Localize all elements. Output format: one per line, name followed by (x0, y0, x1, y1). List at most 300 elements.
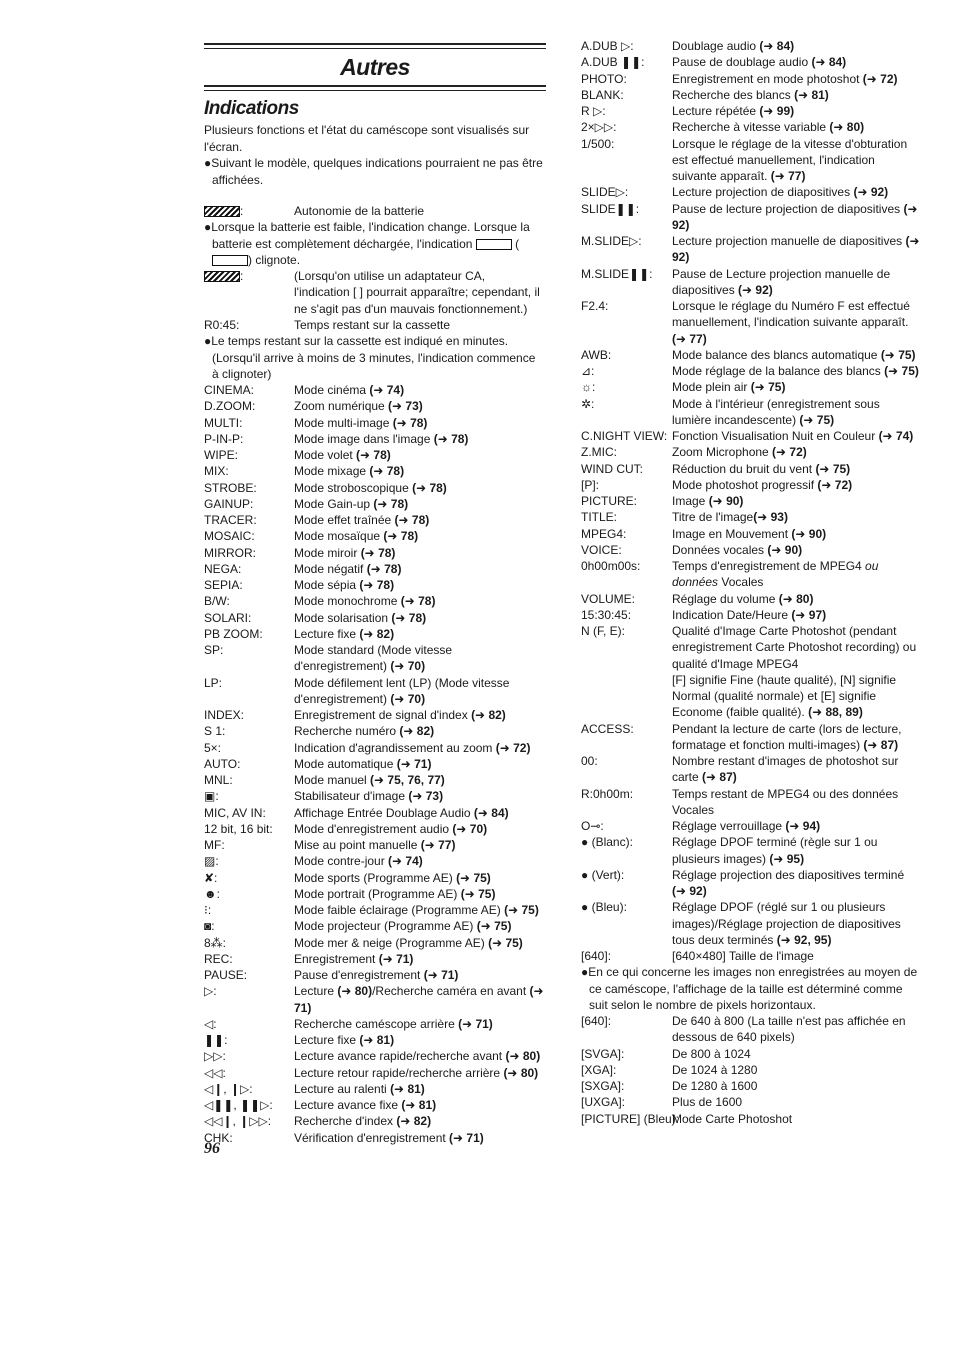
indication-text: Lorsque le réglage de la vitesse d'obturation est effectué manuellement, l'indication suivante apparaît. (672, 136, 908, 183)
indication-row (204, 463, 544, 479)
indication-key: 8⁂: (204, 935, 227, 950)
indication-text: Lecture retour rapide/recherche arrière (294, 1065, 504, 1080)
indication-desc (672, 493, 921, 509)
indication-key: 0h00m00s: (581, 559, 641, 573)
indication-key: ⁝: (204, 903, 212, 917)
indication-row (204, 512, 544, 528)
indication-desc (294, 431, 544, 447)
indication-row (204, 756, 544, 772)
indication-key: [XGA]: (581, 1062, 617, 1077)
page-reference: (➜ 78) (391, 610, 427, 625)
indication-text: Données vocales (672, 542, 768, 557)
indication-key: A.DUB ❚❚: (581, 55, 645, 70)
indication-key: SP: (204, 643, 224, 657)
indication-row (204, 772, 544, 788)
indication-key: S 1: (204, 724, 226, 739)
indication-key: ☼: (581, 380, 596, 395)
page-reference: (➜ 77) (672, 331, 707, 346)
indication-key: ◙: (204, 919, 215, 934)
ac-adapter-note: (Lorsqu'on utilise un adaptateur CA, l'indication [ ] pourrait apparaître; cependant, il ne s'agit pas d'un mauvais fonctionnement.) (294, 269, 540, 316)
indication-desc (672, 721, 921, 754)
indication-desc (294, 951, 544, 967)
indication-row (581, 347, 921, 363)
list-note: ●En ce qui concerne les images non enregistrées au moyen de ce caméscope, l'affichage de la taille est déterminé comme suit selon le nombre de pixels horizontaux. (581, 965, 918, 1012)
indication-row (204, 317, 544, 333)
indication-key: ◁◁: (204, 1065, 226, 1080)
indication-desc (672, 347, 921, 363)
indication-row (581, 1094, 921, 1110)
indication-text: Enregistrement de signal d'index (294, 708, 472, 722)
page-reference: (➜ 70) (390, 659, 426, 674)
indication-row (581, 1013, 921, 1046)
indication-desc (672, 119, 921, 135)
indication-row (581, 444, 921, 460)
indication-desc (294, 967, 544, 983)
indication-row (581, 1062, 921, 1078)
page-reference: (➜ 81) (401, 1098, 437, 1112)
indication-key: R ▷: (581, 104, 606, 118)
indication-text: Mode à l'intérieur (enregistrement sous lumière incandescente) (672, 396, 880, 427)
indication-text: Mode volet (294, 448, 357, 462)
indication-key: MNL: (204, 773, 233, 787)
indication-row (581, 899, 921, 948)
page-reference: (➜ 92) (738, 282, 773, 297)
indication-text: Réglage verrouillage (672, 819, 786, 833)
intro-note: ●Suivant le modèle, quelques indications pourraient ne pas être affichées. (204, 156, 543, 187)
indication-desc (294, 577, 544, 593)
indication-desc (294, 1032, 544, 1048)
indication-row (204, 740, 544, 756)
indication-text: Lecture au ralenti (294, 1081, 391, 1096)
indication-desc (672, 1062, 921, 1078)
indication-desc (672, 38, 921, 54)
indication-text: Recherche à vitesse variable (672, 120, 830, 135)
indication-text: Image (672, 494, 709, 508)
indication-key: MOSAIC: (204, 529, 255, 544)
indication-desc (294, 772, 544, 788)
indication-desc (672, 184, 921, 200)
indication-row (581, 542, 921, 558)
page-reference: (➜ 75) (456, 870, 491, 885)
indication-desc (672, 542, 921, 558)
indication-desc (672, 558, 921, 591)
page-reference: (➜ 82) (359, 626, 395, 641)
indication-key: AWB: (581, 347, 612, 362)
page-reference: (➜ 82) (396, 1114, 432, 1129)
indication-key: Z.MIC: (581, 445, 617, 460)
page-reference: (➜ 90) (767, 542, 803, 557)
battery-ac-icon: : (204, 268, 294, 317)
indication-text: Mode mosaïque (294, 529, 384, 544)
indication-key: WIPE: (204, 448, 239, 462)
indication-key: [PICTURE] (Bleu): (581, 1111, 680, 1126)
indication-key: REC: (204, 951, 233, 966)
indication-row (204, 642, 544, 675)
indication-key: 5×: (204, 740, 222, 755)
indication-row (581, 753, 921, 786)
indication-key: ✘: (204, 870, 218, 885)
indication-desc (672, 818, 921, 834)
indication-row (204, 1032, 544, 1048)
page-reference: (➜ 73) (408, 789, 444, 804)
page-reference: (➜ 75) (750, 380, 786, 395)
indication-text: Réglage projection des diapositives terminé (672, 867, 905, 882)
indication-row (204, 431, 544, 447)
indication-text: Mode balance des blancs automatique (672, 347, 881, 362)
page-reference: (➜ 73) (388, 399, 423, 414)
indication-row (581, 379, 921, 395)
indication-row (204, 415, 544, 431)
indication-text: Mode réglage de la balance des blancs (672, 364, 885, 378)
indication-text: Mode projecteur (Programme AE) (294, 919, 477, 934)
indication-desc (672, 948, 921, 964)
page-reference: (➜ 77) (420, 838, 456, 852)
indication-row (581, 201, 921, 234)
indication-key: 1/500: (581, 136, 615, 151)
indication-text: Mode stroboscopique (294, 480, 413, 495)
indication-text: Mode défilement lent (LP) (Mode vitesse d'enregistrement) (294, 675, 510, 706)
indication-key: AUTO: (204, 756, 241, 771)
indication-key: CINEMA: (204, 383, 255, 397)
page-reference: (➜ 75) (799, 412, 835, 427)
page-reference: (➜ 90) (791, 526, 827, 541)
indication-desc (672, 672, 921, 721)
indication-row (204, 545, 544, 561)
indication-key: PICTURE: (581, 494, 638, 508)
indication-key: F2.4: (581, 299, 609, 313)
indication-desc (672, 428, 921, 444)
page-title: Autres (340, 54, 410, 80)
indication-desc (672, 477, 921, 493)
indication-key: [P]: (581, 477, 600, 492)
indication-text: Mode effet traînée (294, 513, 395, 527)
page-number: 96 (204, 1140, 220, 1157)
indication-desc (294, 480, 544, 496)
indication-desc (672, 444, 921, 460)
indication-desc (294, 398, 544, 414)
indication-text: Lecture projection de diapositives (672, 185, 854, 200)
indication-text: [F] signifie Fine (haute qualité), [N] signifie Normal (qualité normale) et [E] signifie Econome (faible qualité). (672, 672, 897, 720)
indication-desc (672, 1013, 921, 1046)
page-reference: (➜ 78) (412, 480, 447, 495)
indication-desc (294, 935, 544, 951)
indication-key: VOLUME: (581, 591, 636, 606)
indication-text: Fonction Visualisation Nuit en Couleur (672, 429, 879, 443)
indication-desc (294, 1016, 544, 1032)
page-reference: (➜ 80) (778, 591, 814, 606)
indication-desc (294, 496, 544, 512)
indication-key: WIND CUT: (581, 461, 643, 476)
indication-desc (672, 233, 921, 266)
indication-text: Réduction du bruit du vent (672, 461, 816, 476)
indication-text: Recherche numéro (294, 724, 400, 739)
indication-key: INDEX: (204, 708, 245, 722)
indication-key: MIRROR: (204, 545, 256, 560)
indication-text: Mode automatique (294, 756, 397, 771)
page-reference: (➜ 78) (400, 594, 436, 609)
indication-desc (294, 837, 544, 853)
indication-text: Image en Mouvement (672, 526, 792, 541)
page-reference: (➜ 99) (759, 104, 795, 118)
section-title: Indications (204, 98, 299, 119)
indication-row (204, 1097, 544, 1113)
indication-key: [640]: (581, 1014, 612, 1028)
page-reference: (➜ 75) (504, 903, 539, 917)
indication-desc (672, 201, 921, 234)
indication-desc (294, 382, 544, 398)
indication-row (581, 119, 921, 135)
indication-row (581, 591, 921, 607)
indication-desc (294, 1113, 544, 1129)
indication-row (204, 707, 544, 723)
indication-desc (672, 1046, 921, 1062)
page-reference: (➜ 78) (360, 545, 396, 560)
indication-text: Mode image dans l'image (294, 431, 434, 446)
indication-desc (294, 1065, 544, 1081)
indication-desc (294, 821, 544, 837)
page-reference: (➜ 82) (399, 724, 435, 739)
page-reference: (➜ 72) (817, 477, 853, 492)
indication-key: SEPIA: (204, 578, 243, 592)
list-note: ●Le temps restant sur la cassette est indiqué en minutes. (Lorsqu'il arrive à moins de 3 minutes, l'indication commence à clignoter) (204, 334, 536, 381)
indication-key: VOICE: (581, 542, 622, 557)
indication-key: ◁❚❚, ❚❚▷: (204, 1098, 273, 1112)
indication-text: Enregistrement en mode photoshot (672, 71, 863, 86)
indication-row (204, 886, 544, 902)
page-reference: (➜ 75) (476, 919, 512, 934)
indication-key: PB ZOOM: (204, 626, 263, 641)
indication-key: SOLARI: (204, 610, 252, 625)
indication-key: R0:45: (204, 318, 240, 332)
page-reference: (➜ 81) (794, 87, 829, 102)
indication-desc (294, 707, 544, 723)
page-reference: (➜ 88, 89) (808, 705, 863, 720)
page-reference: (➜ 92) (672, 884, 707, 898)
page-reference: (➜ 72) (772, 445, 807, 460)
indication-text: Réglage DPOF terminé (règle sur 1 ou plusieurs images) (672, 835, 878, 866)
battery-row (204, 203, 544, 219)
indication-key: MPEG4: (581, 526, 627, 541)
indication-text: Temps d'enregistrement de MPEG4 (672, 559, 866, 573)
indication-text: De 1024 à 1280 (672, 1062, 758, 1077)
page-reference: (➜ 78) (359, 578, 395, 592)
indication-desc (294, 463, 544, 479)
indication-key: CHK: (204, 1130, 233, 1145)
indication-text: Mode plein air (672, 380, 751, 395)
indication-text: Affichage Entrée Doublage Audio (294, 805, 474, 820)
indication-text: Mise au point manuelle (294, 838, 421, 852)
indication-row (204, 1113, 544, 1129)
page-reference: (➜ 92, 95) (776, 932, 832, 947)
indication-text: Lecture (294, 984, 338, 999)
indication-desc (672, 899, 921, 948)
indication-text: Mode faible éclairage (Programme AE) (294, 903, 505, 917)
indication-row (204, 723, 544, 739)
indication-key: LP: (204, 675, 223, 690)
right-indications-list (581, 38, 921, 1127)
indication-text: Mode Carte Photoshot (672, 1111, 793, 1126)
indication-key: ✲: (581, 396, 595, 411)
indication-key: [SXGA]: (581, 1079, 625, 1093)
indication-desc (294, 1130, 544, 1146)
indication-desc (294, 788, 544, 804)
indication-text: De 1280 à 1600 (672, 1079, 758, 1093)
page-reference: (➜ 75) (880, 347, 916, 362)
indication-key: D.ZOOM: (204, 399, 256, 414)
indication-desc (294, 447, 544, 463)
indication-desc (672, 71, 921, 87)
indication-text: Enregistrement (294, 951, 379, 966)
indication-key: M.SLIDE❚❚: (581, 266, 653, 281)
page-reference: (➜ 97) (791, 607, 827, 622)
indication-text: De 640 à 800 (La taille n'est pas affichée en dessous de 640 pixels) (672, 1014, 906, 1045)
indication-desc (672, 867, 921, 900)
indication-desc (294, 626, 544, 642)
indication-row (581, 948, 921, 964)
indication-row (204, 983, 544, 1016)
indication-row (581, 509, 921, 525)
indication-key: ◁◁❙, ❙▷▷: (204, 1114, 272, 1129)
indication-text: Temps restant sur la cassette (294, 318, 451, 332)
indication-row (204, 561, 544, 577)
indication-text: Lecture répétée (672, 104, 760, 118)
indication-row (204, 1130, 544, 1146)
indication-row (581, 623, 921, 672)
indication-row (204, 902, 544, 918)
indication-text: Mode négatif (294, 561, 367, 576)
indication-text: Stabilisateur d'image (294, 789, 409, 804)
indication-row (204, 496, 544, 512)
indication-key: [UXGA]: (581, 1095, 626, 1110)
indication-desc (294, 545, 544, 561)
page-reference: (➜ 90) (708, 494, 744, 508)
indication-key: MIC, AV IN: (204, 805, 266, 820)
indication-desc (294, 593, 544, 609)
indication-key: R:0h00m: (581, 786, 634, 801)
indication-desc (672, 834, 921, 867)
page-reference: (➜ 92) (853, 185, 889, 200)
indication-key: ▷▷: (204, 1049, 226, 1064)
indication-row (204, 967, 544, 983)
page-reference: (➜ 78) (369, 464, 405, 479)
indication-text: [640×480] Taille de l'image (672, 949, 814, 963)
indication-key: A.DUB ▷: (581, 39, 634, 53)
indication-text: Mode monochrome (294, 594, 401, 609)
indication-text: Nombre restant d'images de photoshot sur carte (672, 754, 899, 785)
indication-key: ● (Bleu): (581, 900, 627, 915)
indication-row (581, 71, 921, 87)
indication-row (204, 675, 544, 708)
indication-text: Recherche d'index (294, 1114, 397, 1129)
indication-desc (672, 1078, 921, 1094)
indication-row (581, 363, 921, 379)
indication-text: ou données (672, 559, 879, 590)
indication-key: M.SLIDE▷: (581, 234, 642, 248)
indication-row (204, 837, 544, 853)
page-reference: (➜ 71) (294, 984, 544, 1015)
indication-desc (294, 317, 544, 333)
page-reference: (➜ 78) (373, 496, 409, 511)
indication-row (204, 870, 544, 886)
page-reference: (➜ 71) (458, 1016, 493, 1031)
title-rule-bottom (204, 85, 546, 87)
indication-key: MIX: (204, 464, 229, 479)
indication-key: [640]: (581, 949, 612, 963)
indication-row (204, 805, 544, 821)
indication-key: TRACER: (204, 513, 257, 527)
indication-desc (294, 1081, 544, 1097)
indication-row (581, 558, 921, 591)
indication-desc (294, 723, 544, 739)
indication-row (204, 626, 544, 642)
page-reference: (➜ 80) (829, 120, 865, 135)
title-rule-top (204, 43, 546, 45)
indication-text: Zoom numérique (294, 399, 389, 414)
indication-text: Vocales (718, 575, 764, 590)
indication-text: Zoom Microphone (672, 445, 773, 460)
indication-desc (672, 607, 921, 623)
indication-key: ▷: (204, 984, 217, 999)
battery-block (204, 203, 544, 317)
indication-text: Mode contre-jour (294, 854, 389, 869)
indication-desc (672, 591, 921, 607)
indication-row (581, 136, 921, 185)
indication-row (204, 918, 544, 934)
page-reference: (➜ 74) (878, 429, 914, 443)
indication-desc (294, 528, 544, 544)
indication-text: Réglage du volume (672, 591, 779, 606)
page-reference: (➜ 74) (369, 383, 405, 397)
indication-row (204, 1065, 544, 1081)
page-reference: (➜ 84) (811, 55, 847, 70)
indication-key: ● (Blanc): (581, 835, 633, 850)
page-reference: (➜ 71) (449, 1130, 484, 1145)
indication-text: Mode standard (Mode vitesse d'enregistrement) (294, 643, 453, 674)
page-reference: (➜ 71) (396, 756, 432, 771)
indication-desc (294, 918, 544, 934)
indication-desc (294, 561, 544, 577)
indication-text: Recherche caméscope arrière (294, 1016, 459, 1031)
indication-key: O⊸: (581, 819, 604, 833)
page-reference: (➜ 70) (452, 821, 488, 836)
indication-row (204, 398, 544, 414)
page-reference: (➜ 92) (672, 201, 918, 232)
indication-key: PHOTO: (581, 71, 627, 86)
indication-desc (294, 805, 544, 821)
indication-desc (672, 136, 921, 185)
page-reference: (➜ 87) (863, 737, 899, 752)
indication-key (581, 672, 672, 721)
indication-key: NEGA: (204, 561, 242, 576)
indication-key: [SVGA]: (581, 1046, 625, 1061)
indication-text: Lecture avance rapide/recherche avant (294, 1049, 506, 1064)
indication-desc (294, 902, 544, 918)
indication-row (581, 396, 921, 429)
indication-key: MULTI: (204, 415, 243, 430)
left-indications-list (204, 317, 544, 1146)
indication-row (581, 786, 921, 819)
indication-row (204, 610, 544, 626)
page-reference: (➜ 78) (366, 561, 402, 576)
indication-key: BLANK: (581, 87, 624, 102)
indication-desc (294, 756, 544, 772)
indication-desc (294, 1048, 544, 1064)
indication-text: Lecture fixe (294, 1033, 360, 1047)
indication-text: Pause de doublage audio (672, 55, 812, 70)
indication-text: Lorsque le réglage du Numéro F est effectué manuellement, l'indication suivante apparaît. (672, 299, 910, 330)
indication-text: Mode d'enregistrement audio (294, 821, 453, 836)
battery-empty-icon-2 (212, 255, 248, 266)
